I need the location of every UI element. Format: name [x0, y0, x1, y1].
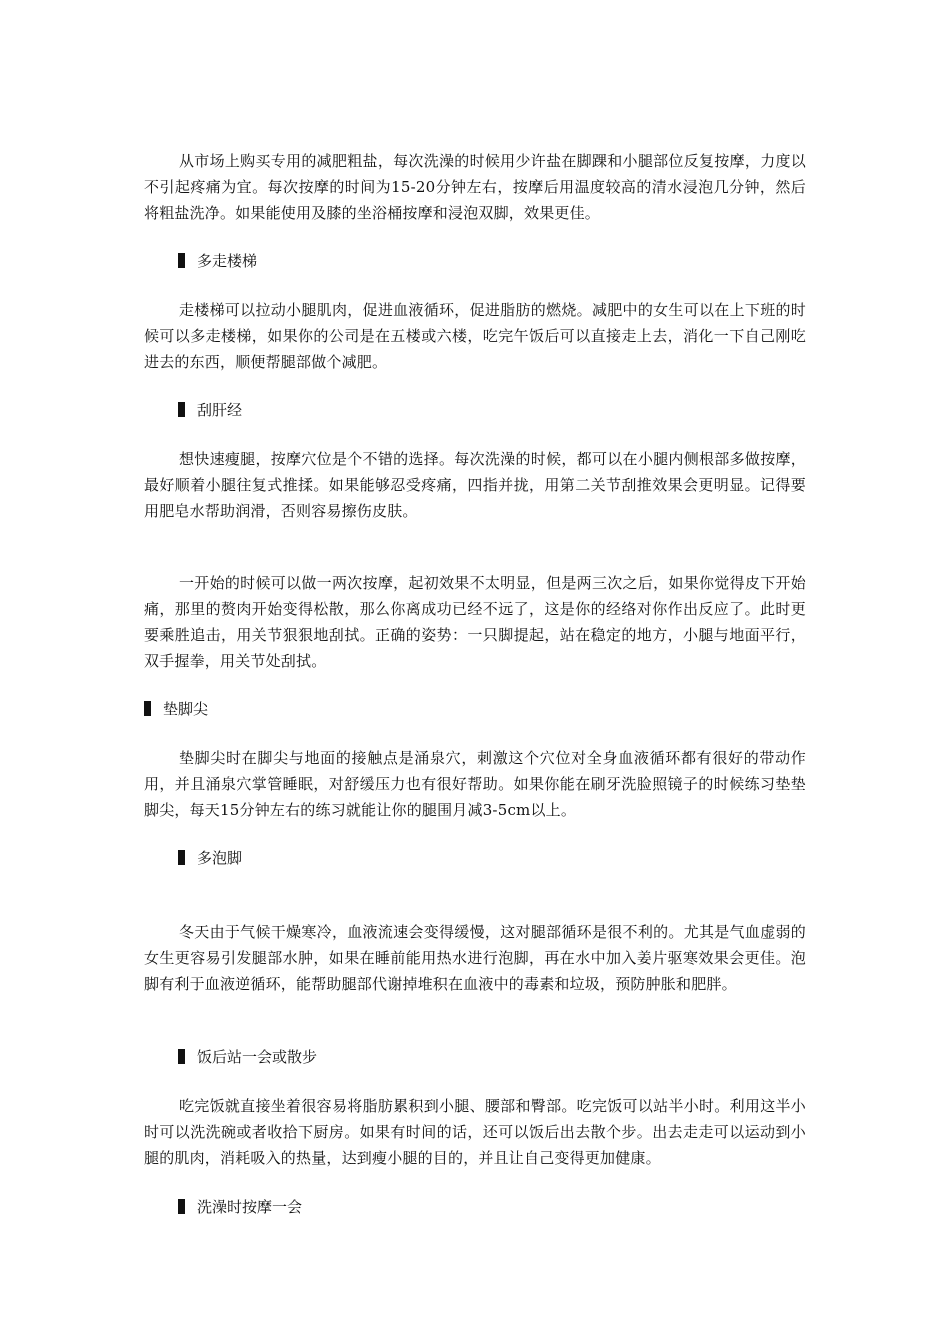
- section-heading-stairs: [178, 248, 257, 274]
- paragraph-scraping-method: 一开始的时候可以做一两次按摩，起初效果不太明显，但是两三次之后，如果你觉得皮下开始痛，那里的赘肉开始变得松散，那么你离成功已经不远了，这是你的经络对你作出反应了。此时更要乘胜追击，用关节狠狠地刮拭。正确的姿势：一只脚提起，站在稳定的地方，小腿与地面平行，双手握拳，用关节处刮拭。: [144, 574, 806, 670]
- section-heading-after-meal: [178, 1044, 317, 1070]
- heading-bullet-icon: [178, 402, 185, 417]
- heading-bullet-icon: [178, 1199, 185, 1214]
- section-heading-text: 多走楼梯: [197, 252, 258, 270]
- paragraph-salt-massage: 从市场上购买专用的减肥粗盐，每次洗澡的时候用少许盐在脚踝和小腿部位反复按摩，力度以不引起疼痛为宜。每次按摩的时间为15-20分钟左右，按摩后用温度较高的清水浸泡几分钟，然后将粗盐洗净。如果能使用及膝的坐浴桶按摩和浸泡双脚，效果更佳。: [144, 152, 806, 222]
- section-heading-foot-soak: [178, 845, 242, 871]
- section-heading-liver-meridian: [178, 397, 242, 423]
- section-heading-text: 饭后站一会或散步: [197, 1048, 318, 1066]
- section-heading-text: 多泡脚: [197, 849, 243, 867]
- section-heading-bath-massage: [178, 1194, 302, 1220]
- heading-bullet-icon: [178, 1049, 185, 1064]
- heading-bullet-icon: [144, 701, 151, 716]
- heading-bullet-icon: [178, 253, 185, 268]
- section-heading-tiptoe: [144, 696, 208, 722]
- section-heading-text: 垫脚尖: [163, 700, 209, 718]
- heading-bullet-icon: [178, 850, 185, 865]
- paragraph-stairs: 走楼梯可以拉动小腿肌肉，促进血液循环，促进脂肪的燃烧。减肥中的女生可以在上下班的时候可以多走楼梯，如果你的公司是在五楼或六楼，吃完午饭后可以直接走上去，消化一下自己刚吃进去的东西，顺便帮腿部做个减肥。: [144, 301, 806, 371]
- section-heading-text: 刮肝经: [197, 401, 243, 419]
- paragraph-acupoint-massage: 想快速瘦腿，按摩穴位是个不错的选择。每次洗澡的时候，都可以在小腿内侧根部多做按摩，最好顺着小腿往复式推揉。如果能够忍受疼痛，四指并拢，用第二关节刮推效果会更明显。记得要用肥皂水帮助润滑，否则容易擦伤皮肤。: [144, 450, 806, 520]
- section-heading-text: 洗澡时按摩一会: [197, 1198, 303, 1216]
- paragraph-tiptoe: 垫脚尖时在脚尖与地面的接触点是涌泉穴，刺激这个穴位对全身血液循环都有很好的带动作用，并且涌泉穴掌管睡眠，对舒缓压力也有很好帮助。如果你能在刷牙洗脸照镜子的时候练习垫垫脚尖，每天15分钟左右的练习就能让你的腿围月减3-5cm以上。: [144, 749, 806, 819]
- paragraph-foot-soak: 冬天由于气候干燥寒冷，血液流速会变得缓慢，这对腿部循环是很不利的。尤其是气血虚弱的女生更容易引发腿部水肿，如果在睡前能用热水进行泡脚，再在水中加入姜片驱寒效果会更佳。泡脚有利于血液逆循环，能帮助腿部代谢掉堆积在血液中的毒素和垃圾，预防肿胀和肥胖。: [144, 923, 806, 993]
- paragraph-after-meal: 吃完饭就直接坐着很容易将脂肪累积到小腿、腰部和臀部。吃完饭可以站半小时。利用这半小时可以洗洗碗或者收拾下厨房。如果有时间的话，还可以饭后出去散个步。出去走走可以运动到小腿的肌肉，消耗吸入的热量，达到瘦小腿的目的，并且让自己变得更加健康。: [144, 1097, 806, 1167]
